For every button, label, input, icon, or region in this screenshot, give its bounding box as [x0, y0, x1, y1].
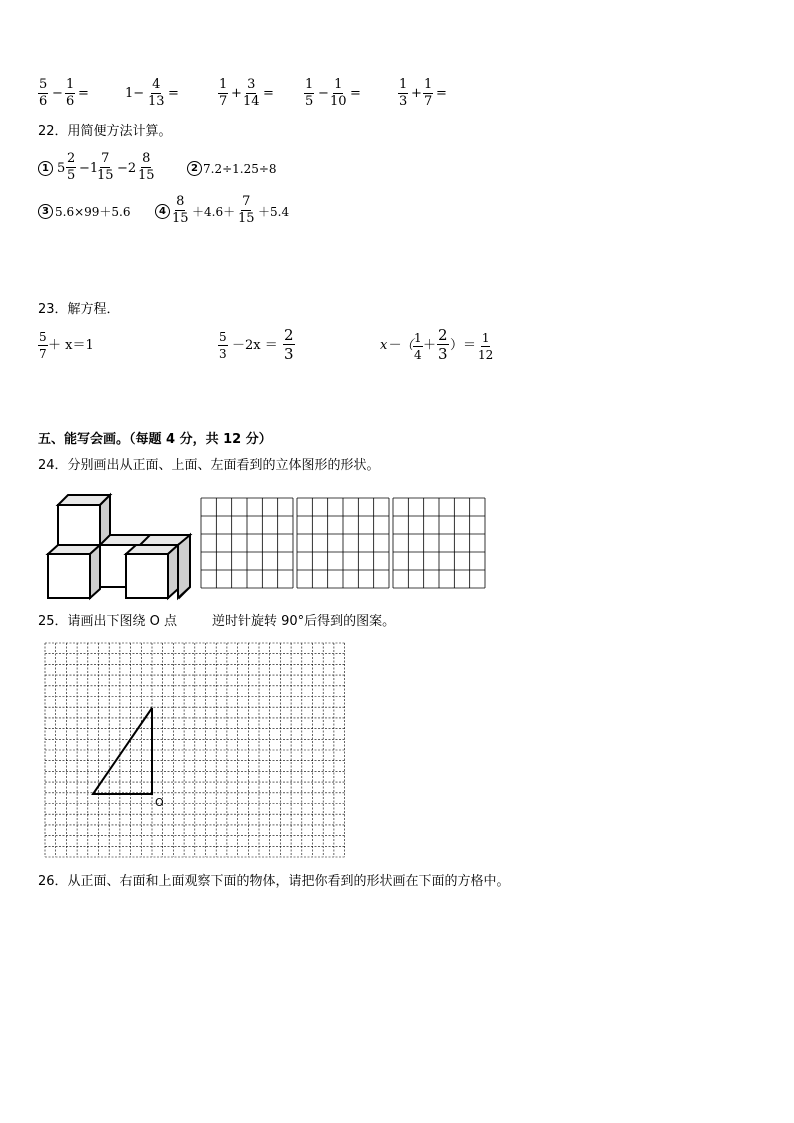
denominator: 5 [305, 94, 314, 109]
denominator: 15 [97, 168, 114, 183]
denominator: 15 [238, 211, 255, 226]
denominator: 13 [148, 94, 165, 109]
equals-sign: = [78, 86, 89, 101]
denominator: 6 [39, 94, 48, 109]
fraction [423, 78, 433, 109]
denominator: 4 [414, 348, 422, 362]
expression: 5.6×99＋5.6 [55, 205, 131, 219]
circled-number: 4 [155, 204, 170, 219]
cube-figure [40, 490, 195, 602]
q22-p2-marker [187, 161, 202, 177]
numerator: 4 [152, 77, 161, 92]
numerator: 2 [284, 326, 294, 344]
denominator: 10 [330, 94, 347, 109]
fraction [398, 78, 408, 109]
equation: ＋ x＝1 [48, 338, 94, 353]
numerator: 1 [66, 77, 75, 92]
operator: − [318, 86, 329, 101]
q22-p4-marker [155, 204, 170, 220]
equals-sign: = [168, 86, 179, 101]
drawing-grids [200, 497, 488, 589]
whole-minus: 1− [125, 86, 145, 101]
equals-sign: = [350, 86, 361, 101]
operator: + [411, 86, 422, 101]
equation: －2x ＝ [232, 338, 278, 353]
equals-sign: = [263, 86, 274, 101]
denominator: 15 [138, 168, 155, 183]
numerator: 1 [334, 77, 343, 92]
numerator: 2 [67, 151, 76, 166]
operator: + [231, 86, 242, 101]
numerator: 3 [247, 77, 256, 92]
denominator: 14 [243, 94, 260, 109]
denominator: 3 [219, 347, 227, 361]
numerator: 1 [399, 77, 408, 92]
fraction [38, 78, 48, 109]
numerator: 1 [481, 331, 490, 345]
operator: −1 [79, 161, 99, 176]
q22-p3-marker [38, 204, 53, 220]
q22-p1-marker [38, 161, 53, 177]
q26-title: 26．从正面、右面和上面观察下面的物体，请把你看到的形状画在下面的方格中。 [38, 874, 510, 889]
fraction [65, 78, 75, 109]
denominator: 6 [66, 94, 75, 109]
numerator: 1 [424, 77, 433, 92]
section-5-title: 五、能写会画。（每题 4 分，共 12 分） [38, 432, 272, 447]
fraction [38, 330, 48, 361]
equation: x－（ [380, 338, 414, 353]
expression: 7.2÷1.25÷8 [203, 162, 277, 176]
numerator: 1 [414, 331, 422, 345]
q25-title-a: 25．请画出下图绕 O 点 [38, 614, 178, 629]
numerator: 7 [242, 194, 251, 209]
denominator: 15 [172, 211, 189, 226]
fraction [243, 78, 260, 109]
fraction [218, 78, 228, 109]
denominator: 7 [424, 94, 433, 109]
numerator: 8 [142, 151, 151, 166]
operator: − [52, 86, 63, 101]
denominator: 12 [478, 348, 494, 362]
numerator: 7 [101, 151, 110, 166]
numerator: 1 [305, 77, 314, 92]
numerator: 5 [39, 77, 48, 92]
rotation-grid [44, 642, 346, 858]
numerator: 5 [219, 330, 227, 344]
circled-number: 3 [38, 204, 53, 219]
fraction [218, 330, 228, 361]
q25-title-b: 逆时针旋转 90°后得到的图案。 [212, 614, 396, 629]
whole-number: 5 [57, 161, 66, 176]
operator: ＋ [423, 338, 437, 353]
fraction [330, 78, 347, 109]
fraction [148, 78, 165, 109]
denominator: 3 [399, 94, 408, 109]
denominator: 7 [219, 94, 228, 109]
fraction [172, 195, 189, 226]
q24-title: 24．分别画出从正面、上面、左面看到的立体图形的形状。 [38, 458, 380, 473]
q23-title: 23．解方程． [38, 302, 120, 317]
denominator: 5 [67, 168, 76, 183]
denominator: 3 [284, 345, 294, 363]
expression: ＋4.6＋ [192, 205, 236, 219]
expression: ＋5.4 [258, 205, 290, 219]
fraction [283, 327, 295, 362]
fraction [238, 195, 255, 226]
equation: ）＝ [450, 338, 477, 353]
point-o-label: O [155, 796, 164, 809]
fraction [437, 327, 449, 362]
denominator: 7 [39, 347, 47, 361]
fraction [138, 152, 155, 183]
numerator: 1 [219, 77, 228, 92]
fraction [304, 78, 314, 109]
denominator: 3 [438, 345, 448, 363]
numerator: 2 [438, 326, 448, 344]
fraction [97, 152, 114, 183]
operator: −2 [117, 161, 137, 176]
circled-number: 2 [187, 161, 202, 176]
fraction [478, 331, 493, 362]
numerator: 8 [176, 194, 185, 209]
fraction [413, 331, 423, 362]
q22-title: 22．用简便方法计算。 [38, 124, 172, 139]
fraction [66, 152, 76, 183]
circled-number: 1 [38, 161, 53, 176]
numerator: 5 [39, 330, 47, 344]
equals-sign: = [436, 86, 447, 101]
triangle-shape [93, 708, 152, 794]
